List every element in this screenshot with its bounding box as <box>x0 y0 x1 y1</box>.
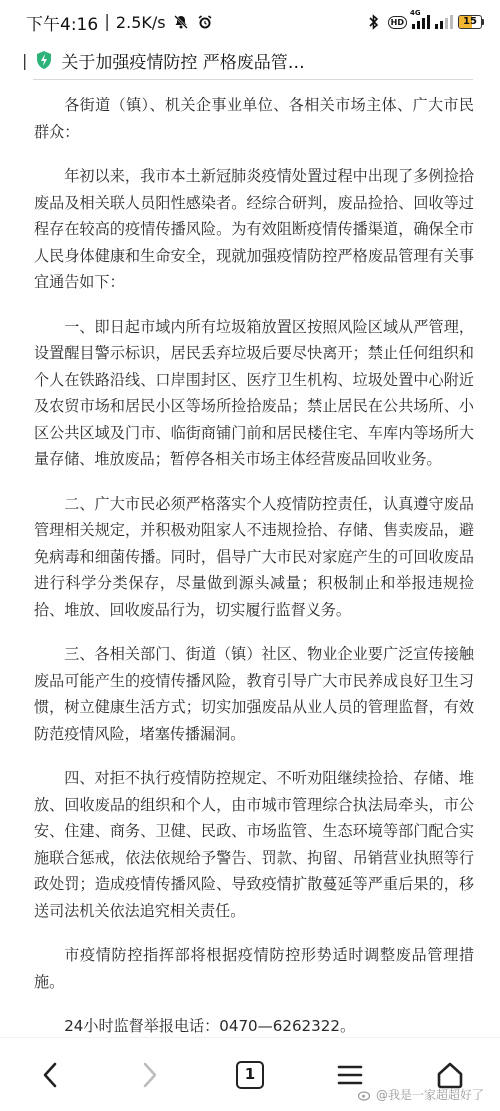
battery-icon <box>458 15 484 29</box>
battery-level: 15 <box>463 16 477 27</box>
article-body <box>34 84 474 1040</box>
chevron-right-icon <box>140 1061 160 1089</box>
tab-count: 1 <box>236 1061 264 1089</box>
browser-nav-bar <box>0 1037 500 1111</box>
paragraph-item-4: 四、对拒不执行疫情防控规定、不听劝阻继续捡拾、存储、堆放、回收废品的组织和个人，由市城市管理综合执法局牵头，市公安、住建、商务、卫健、民政、市场监管、生态环境等部门配合实施联合惩戒，依法依规给予警告、罚款、拘留、吊销营业执照等行政处罚；造成疫情传播风险、导致疫情扩散蔓延等严重后果的，移送司法机关依法追究相关责任。 <box>34 769 474 920</box>
page-title[interactable]: 关于加强疫情防控 严格废品管… <box>61 52 305 73</box>
addressee: 各街道（镇）、机关企事业单位、各相关市场主体、广大市民群众： <box>34 96 474 141</box>
home-icon <box>435 1060 465 1090</box>
tabs-button[interactable] <box>220 1050 280 1100</box>
alarm-clock-icon <box>196 13 214 31</box>
cellular-signal-icon: 4G <box>412 15 430 29</box>
network-speed: 2.5K/s <box>115 12 166 32</box>
status-time: 下午4:16 <box>26 14 99 35</box>
chevron-left-icon <box>40 1061 60 1089</box>
status-bar: 下午4:16 | 2.5K/s HD 4G 15 <box>0 0 500 44</box>
weibo-logo-icon <box>358 1089 372 1101</box>
paragraph-item-2: 二、广大市民必须严格落实个人疫情防控责任，认真遵守废品管理相关规定，并积极劝阻家人不违规捡拾、存储、售卖废品，避免病毒和细菌传播。同时，倡导广大市民对家庭产生的可回收废品进行科学分类保存，尽量做到源头减量；积极制止和举报违规捡拾、堆放、回收废品行为，切实履行监督义务。 <box>34 494 474 619</box>
mute-bell-icon <box>172 13 190 31</box>
shield-bolt-icon <box>35 50 53 70</box>
menu-icon <box>337 1064 363 1086</box>
divider <box>33 79 473 80</box>
forward-button[interactable] <box>120 1050 180 1100</box>
watermark: @我是一家超超好了 <box>358 1086 484 1103</box>
bluetooth-icon <box>365 13 383 31</box>
paragraph-intro: 年初以来，我市本土新冠肺炎疫情处置过程中出现了多例捡拾废品及相关联人员阳性感染者。经综合研判，废品捡拾、回收等过程存在较高的疫情传播风险。为有效阻断疫情传播渠道，确保全市人民身体健康和生命安全，现就加强疫情防控严格废品管理有关事宜通告如下： <box>34 167 474 291</box>
title-bar: | 关于加强疫情防控 严格废品管… <box>0 44 500 76</box>
back-button[interactable] <box>20 1050 80 1100</box>
paragraph-item-3: 三、各相关部门、街道（镇）社区、物业企业要广泛宣传接触废品可能产生的疫情传播风险，教育引导广大市民养成良好卫生习惯，树立健康生活方式；切实加强废品从业人员的管理监督，有效防范疫情风险，堵塞传播漏洞。 <box>34 645 474 743</box>
cellular-signal-2-icon <box>435 15 453 29</box>
hd-voice-icon: HD <box>388 16 407 29</box>
hotline: 24小时监督举报电话：0470—6262322。 <box>64 1017 356 1035</box>
paragraph-closing: 市疫情防控指挥部将根据疫情防控形势适时调整废品管理措施。 <box>34 946 474 991</box>
paragraph-item-1: 一、即日起市域内所有垃圾箱放置区按照风险区域从严管理，设置醒目警示标识，居民丢弃垃圾后要尽快离开；禁止任何组织和个人在铁路沿线、口岸围封区、医疗卫生机构、垃圾处置中心附近及农贸市场和居民小区等场所捡拾废品；禁止居民在公共场所、小区公共区域及门市、临街商铺门前和居民楼住宅、车库内等场所大量存储、堆放废品；暂停各相关市场主体经营废品回收业务。 <box>34 317 474 468</box>
